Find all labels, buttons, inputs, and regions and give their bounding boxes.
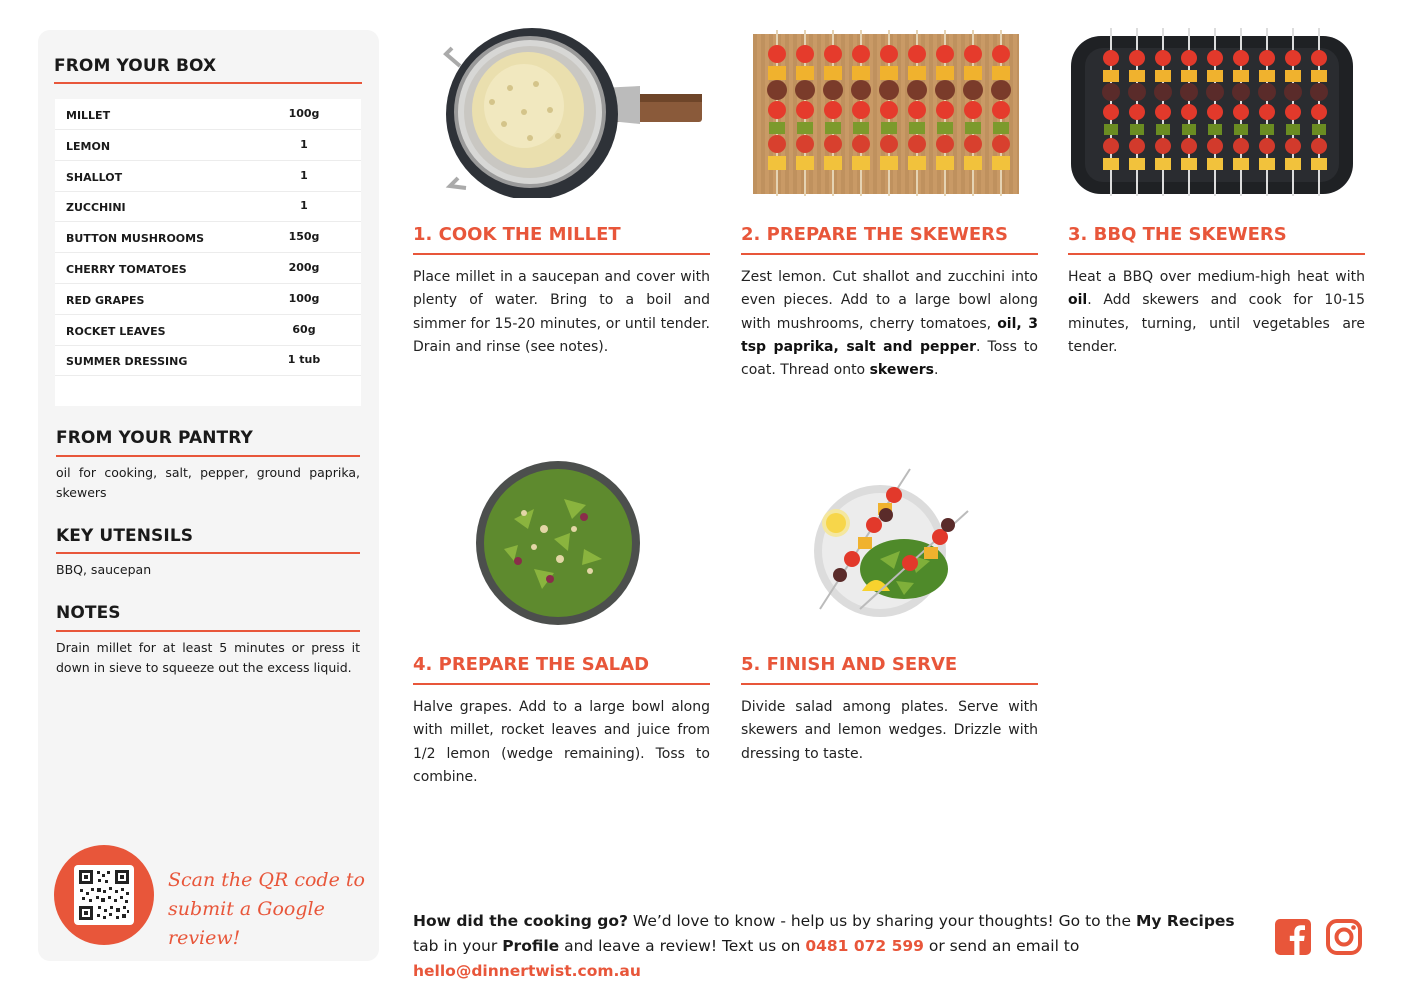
notes-heading-rule: [56, 630, 360, 632]
ingredient-name: ROCKET LEAVES: [66, 324, 166, 338]
ingredient-qty: 1: [300, 168, 308, 182]
ingredient-name: BUTTON MUSHROOMS: [66, 232, 205, 246]
step-1-rule: [413, 253, 710, 255]
plated-skewers-image: [800, 459, 972, 621]
footer-text-segment: My Recipes: [1135, 912, 1235, 930]
ingredient-name: ZUCCHINI: [66, 201, 126, 215]
ingredient-name: SHALLOT: [66, 170, 123, 184]
step-4-rule: [413, 683, 710, 685]
ingredient-qty: 150g: [288, 230, 320, 244]
footer-text-segment: tab in your: [413, 937, 503, 955]
qr-code-icon: [74, 865, 134, 925]
instagram-icon[interactable]: [1326, 919, 1362, 955]
footer-contact-link[interactable]: hello@dinnertwist.com.au: [413, 962, 641, 980]
step-4-text: [413, 696, 710, 789]
facebook-icon[interactable]: [1275, 919, 1311, 955]
ingredient-row: [55, 161, 361, 192]
step-2-rule: [741, 253, 1038, 255]
ingredient-name: SUMMER DRESSING: [66, 355, 188, 369]
ingredient-name: CHERRY TOMATOES: [66, 263, 187, 276]
step-text-segment: Halve grapes. Add to a large bowl along with millet, rocket leaves and juice from 1/2 lemon (wedge remaining). Toss to combine.: [413, 699, 710, 785]
ingredients-sidebar: [38, 30, 379, 961]
utensils-text: BBQ, saucepan: [56, 562, 152, 577]
qr-badge: [54, 845, 154, 945]
review-footer: [413, 909, 1263, 984]
ingredient-row: [55, 284, 361, 315]
step-3-text: [1068, 266, 1365, 359]
step-2-text: [741, 266, 1038, 382]
step-text-bold: oil: [1068, 292, 1088, 309]
millet-sieve-image: [440, 28, 702, 198]
ingredient-qty: 100g: [288, 291, 320, 305]
footer-text-segment: and leave a review! Text us on: [559, 937, 806, 955]
qr-code[interactable]: [74, 865, 134, 925]
footer-text-segment: How did the cooking go?: [413, 912, 628, 930]
box-heading: FROM YOUR BOX: [54, 56, 217, 76]
step-text-segment: Place millet in a saucepan and cover with plenty of water. Bring to a boil and simmer for 15-20 minutes, or until tender. Drain and rinse (see notes).: [413, 269, 710, 355]
ingredient-qty: 1: [300, 137, 308, 151]
ingredient-row: [55, 130, 361, 161]
ingredient-row: [55, 315, 361, 346]
ingredient-qty: 60g: [292, 322, 316, 336]
step-text-bold: oil, 3 tsp paprika, salt and pepper: [741, 315, 1038, 355]
utensils-heading-rule: [56, 552, 360, 554]
step-text-segment: . Toss to coat. Thread onto: [741, 338, 1038, 379]
step-4-title: 4. PREPARE THE SALAD: [413, 654, 650, 675]
ingredient-row: [55, 191, 361, 222]
step-3-rule: [1068, 253, 1365, 255]
step-text-segment: Zest lemon. Cut shallot and zucchini into even pieces. Add to a large bowl along with mushrooms, cherry tomatoes,: [741, 269, 1038, 332]
ingredient-row: [55, 99, 361, 130]
ingredient-name: RED GRAPES: [66, 293, 145, 307]
box-heading-rule: [54, 82, 362, 84]
pantry-heading-rule: [56, 455, 360, 457]
footer-contact-link[interactable]: 0481 072 599: [805, 937, 924, 955]
ingredient-name: MILLET: [66, 109, 111, 122]
salad-bowl-image: [474, 459, 642, 627]
step-1-title: 1. COOK THE MILLET: [413, 224, 621, 245]
ingredient-row: [55, 345, 361, 376]
footer-text-segment: Profile: [502, 937, 560, 955]
footer-text-segment: We’d love to know - help us by sharing your thoughts! Go to the: [627, 912, 1136, 930]
step-text-segment: Heat a BBQ over medium-high heat with: [1068, 269, 1365, 285]
step-text-bold: skewers: [869, 362, 935, 379]
ingredient-row: [55, 222, 361, 253]
step-2-title: 2. PREPARE THE SKEWERS: [741, 224, 1008, 245]
ingredient-qty: 100g: [288, 107, 320, 120]
step-5-text: [741, 696, 1038, 766]
step-5-title: 5. FINISH AND SERVE: [741, 654, 958, 675]
skewers-board-image: [753, 30, 1021, 196]
step-text-segment: . Add skewers and cook for 10-15 minutes, turning, until vegetables are tender.: [1068, 292, 1365, 355]
step-1-text: [413, 266, 710, 359]
footer-text-segment: or send an email to: [923, 937, 1080, 955]
bbq-skewers-image: [1071, 28, 1353, 196]
pantry-text: oil for cooking, salt, pepper, ground paprika, skewers: [56, 465, 360, 500]
pantry-heading: FROM YOUR PANTRY: [56, 428, 253, 448]
utensils-heading: KEY UTENSILS: [56, 526, 194, 546]
step-text-segment: Divide salad among plates. Serve with skewers and lemon wedges. Drizzle with dressing to taste.: [741, 699, 1038, 762]
notes-heading: NOTES: [56, 603, 121, 623]
qr-review-prompt: Scan the QR code to submit a Google review!: [168, 869, 365, 949]
ingredient-row: [55, 253, 361, 284]
step-text-segment: .: [934, 362, 939, 379]
ingredient-qty: 200g: [288, 261, 320, 274]
notes-text: Drain millet for at least 5 minutes or press it down in sieve to squeeze out the excess liquid.: [56, 640, 360, 675]
box-ingredients-table: [55, 99, 361, 406]
step-3-title: 3. BBQ THE SKEWERS: [1068, 224, 1287, 245]
step-5-rule: [741, 683, 1038, 685]
ingredient-name: LEMON: [66, 139, 111, 153]
ingredient-qty: 1: [300, 199, 308, 213]
ingredient-qty: 1 tub: [287, 353, 321, 367]
